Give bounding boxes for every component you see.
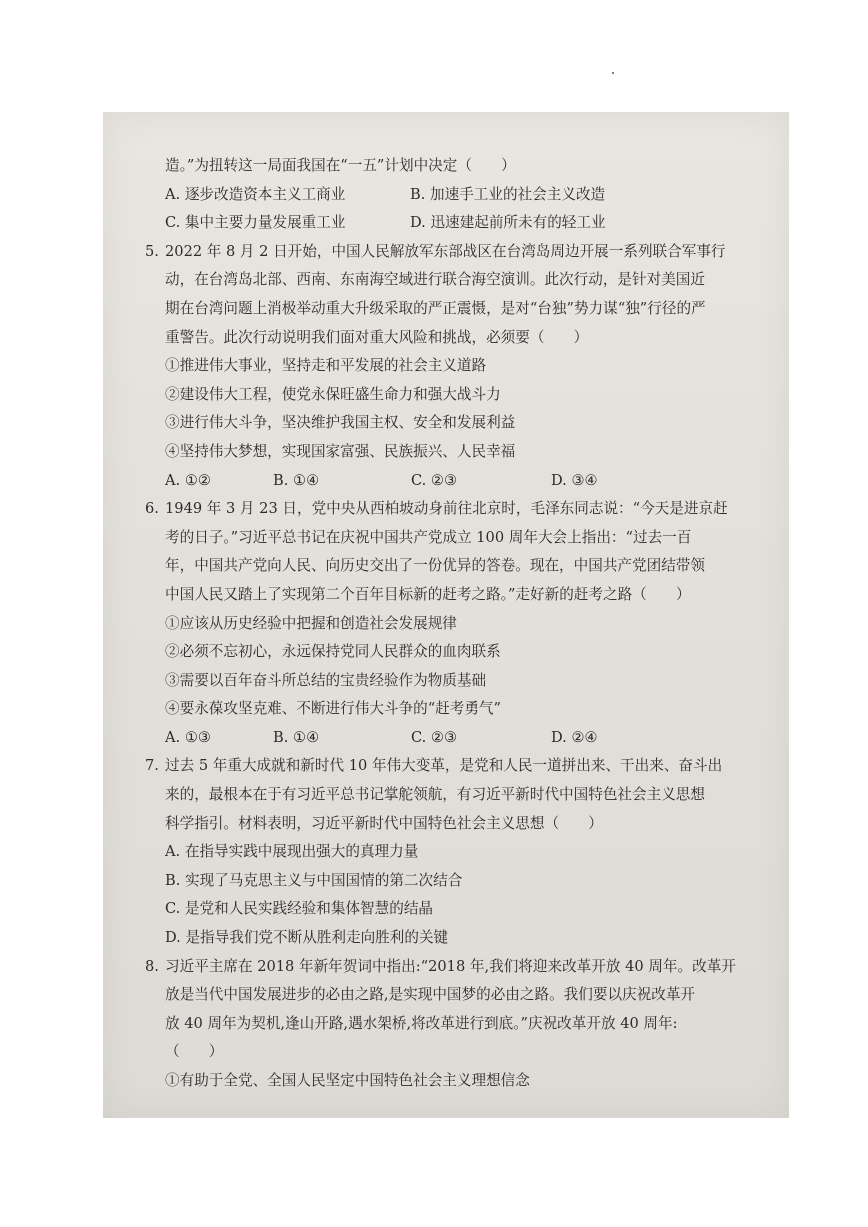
q4-stem-tail: 造。”为扭转这一局面我国在“一五”计划中决定（ ） <box>165 157 516 174</box>
q6-item-4: ④要永葆攻坚克难、不断进行伟大斗争的“赶考勇气” <box>165 700 501 718</box>
q7-option-c: C. 是党和人民实践经验和集体智慧的结晶 <box>165 900 434 918</box>
q5-item-3: ③进行伟大斗争，坚决维护我国主权、安全和发展利益 <box>165 414 516 432</box>
q5-option-b: B. ①④ <box>273 471 320 489</box>
q6-stem-line-4: 中国人民又踏上了实现第二个百年目标新的赶考之路。”走好新的赶考之路（ ） <box>165 585 691 603</box>
q4-options-row-1 <box>165 181 770 210</box>
q4-option-c: C. 集中主要力量发展重工业 <box>165 214 346 232</box>
q5-stem-line-1: 5. 2022 年 8 月 2 日开始，中国人民解放军东部战区在台湾岛周边开展一系列联合军事行 <box>165 238 770 267</box>
q5-stem-line-2: 动，在台湾岛北部、西南、东南海空域进行联合海空演训。此次行动，是针对美国近 <box>165 271 705 289</box>
q7-option-a: A. 在指导实践中展现出强大的真理力量 <box>165 843 419 861</box>
photographed-exam-page <box>103 112 789 1118</box>
q8-stem-line-2: 放是当代中国发展进步的必由之路,是实现中国梦的必由之路。我们要以庆祝改革开 <box>165 986 696 1004</box>
q5-options <box>165 467 770 496</box>
q4-option-a: A. 逐步改造资本主义工商业 <box>165 185 346 203</box>
q5-item-4: ④坚持伟大梦想，实现国家富强、民族振兴、人民幸福 <box>165 442 516 460</box>
q5-stem-line-4: 重警告。此次行动说明我们面对重大风险和挑战，必须要（ ） <box>165 328 589 346</box>
q6-option-a: A. ①③ <box>165 728 211 746</box>
q4-option-d: D. 迅速建起前所未有的轻工业 <box>410 214 606 232</box>
q5-option-c: C. ②③ <box>411 471 458 489</box>
q6-option-c: C. ②③ <box>411 728 458 746</box>
q6-stem-line-1: 6. 1949 年 3 月 23 日，党中央从西柏坡动身前往北京时，毛泽东同志说：“今天是进京赶 <box>165 495 770 524</box>
q7-stem-line-3: 科学指引。材料表明，习近平新时代中国特色社会主义思想（ ） <box>165 814 603 832</box>
q5-option-d: D. ③④ <box>551 471 598 489</box>
q6-item-2: ②必须不忘初心，永远保持党同人民群众的血肉联系 <box>165 643 501 661</box>
q4-option-b: B. 加速手工业的社会主义改造 <box>410 185 606 203</box>
q6-item-1: ①应该从历史经验中把握和创造社会发展规律 <box>165 614 457 632</box>
q8-stem-line-1: 8. 习近平主席在 2018 年新年贺词中指出:“2018 年,我们将迎来改革开放 40 周年。改革开 <box>165 953 770 982</box>
q6-item-3: ③需要以百年奋斗所总结的宝贵经验作为物质基础 <box>165 671 487 689</box>
q5-item-1: ①推进伟大事业，坚持走和平发展的社会主义道路 <box>165 357 487 375</box>
q7-stem-line-1: 7. 过去 5 年重大成就和新时代 10 年伟大变革，是党和人民一道拼出来、干出来、奋斗出 <box>165 752 770 781</box>
q6-option-b: B. ①④ <box>273 728 320 746</box>
q5-item-2: ②建设伟大工程，使党永保旺盛生命力和强大战斗力 <box>165 385 501 403</box>
q6-number: 6. <box>145 500 159 518</box>
q5-option-a: A. ①② <box>165 471 211 489</box>
q6-stem-line-2: 考的日子。”习近平总书记在庆祝中国共产党成立 100 周年大会上指出：“过去一百 <box>165 528 692 546</box>
q7-number: 7. <box>145 757 159 775</box>
q5-stem-line-3: 期在台湾问题上消极举动重大升级采取的严正震慑，是对“台独”势力谋“独”行径的严 <box>165 299 706 317</box>
q8-number: 8. <box>145 957 159 975</box>
q8-stem-line-4: （ ） <box>165 1043 224 1061</box>
q7-stem-line-2: 来的，最根本在于有习近平总书记掌舵领航，有习近平新时代中国特色社会主义思想 <box>165 786 705 804</box>
q6-option-d: D. ②④ <box>551 728 598 746</box>
question-sheet <box>145 152 770 1096</box>
q5-number: 5. <box>145 242 159 260</box>
page-speck <box>612 72 614 74</box>
q7-option-b: B. 实现了马克思主义与中国国情的第二次结合 <box>165 871 463 889</box>
q8-item-1: ①有助于全党、全国人民坚定中国特色社会主义理想信念 <box>165 1072 530 1089</box>
q8-stem-line-3: 放 40 周年为契机,逢山开路,遇水架桥,将改革进行到底。”庆祝改革开放 40 周年: <box>165 1014 678 1032</box>
q4-options-row-2 <box>165 209 770 238</box>
q6-stem-line-3: 年，中国共产党向人民、向历史交出了一份优异的答卷。现在，中国共产党团结带领 <box>165 557 705 575</box>
q7-option-d: D. 是指导我们党不断从胜利走向胜利的关键 <box>165 929 449 947</box>
q6-options <box>165 724 770 753</box>
